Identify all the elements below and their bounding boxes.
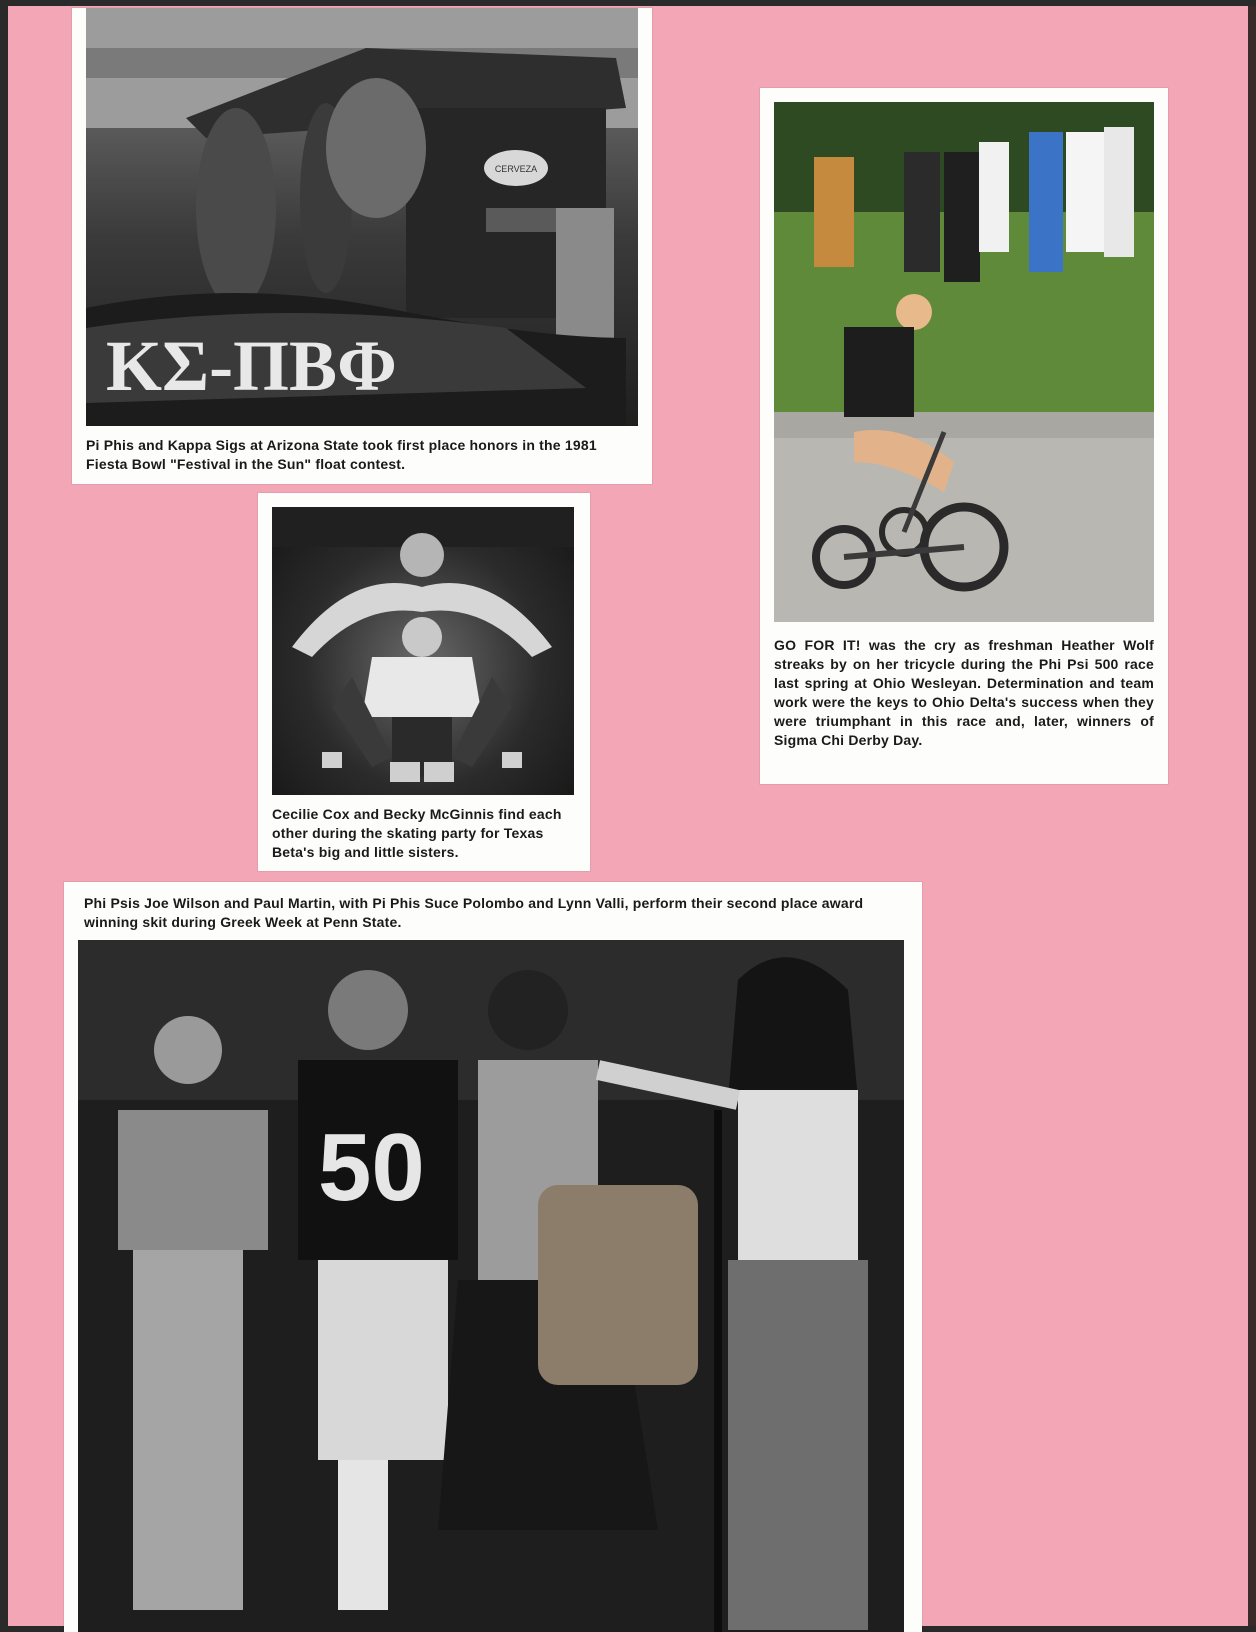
cerveza-sign: CERVEZA — [494, 164, 538, 174]
jersey-number: 50 — [318, 1114, 425, 1221]
skaters-photo-card — [258, 493, 590, 871]
skit-caption: Phi Psis Joe Wilson and Paul Martin, with Pi Phis Suce Polombo and Lynn Valli, perform their second place award winning skit during Greek Week at Penn State. — [84, 895, 864, 930]
float-photo-card — [72, 8, 652, 484]
skaters-photo — [272, 507, 574, 795]
skit-photo — [78, 940, 904, 1632]
page-edge-top — [0, 0, 1256, 6]
page-edge-right — [1248, 0, 1256, 1632]
tricycle-caption: GO FOR IT! was the cry as freshman Heather Wolf streaks by on her tricycle during the Phi Psi 500 race last spring at Ohio Wesleyan. Determination and team work were the keys to Ohio Delta's success when they were triumphant in this race and, later, winners of Sigma Chi Derby Day. — [774, 637, 1154, 748]
float-caption: Pi Phis and Kappa Sigs at Arizona State took first place honors in the 1981 Fiesta Bowl "Festival in the Sun" float contest. — [86, 437, 597, 472]
tricycle-photo-card — [760, 88, 1168, 784]
float-greek-letters: ΚΣ-ΠΒΦ — [106, 326, 397, 406]
page-edge-left — [0, 0, 8, 1632]
skit-photo-card — [64, 882, 922, 1632]
tricycle-photo — [774, 102, 1154, 622]
float-photo — [86, 8, 638, 426]
skaters-caption: Cecilie Cox and Becky McGinnis find each other during the skating party for Texas Beta's big and little sisters. — [272, 806, 562, 860]
